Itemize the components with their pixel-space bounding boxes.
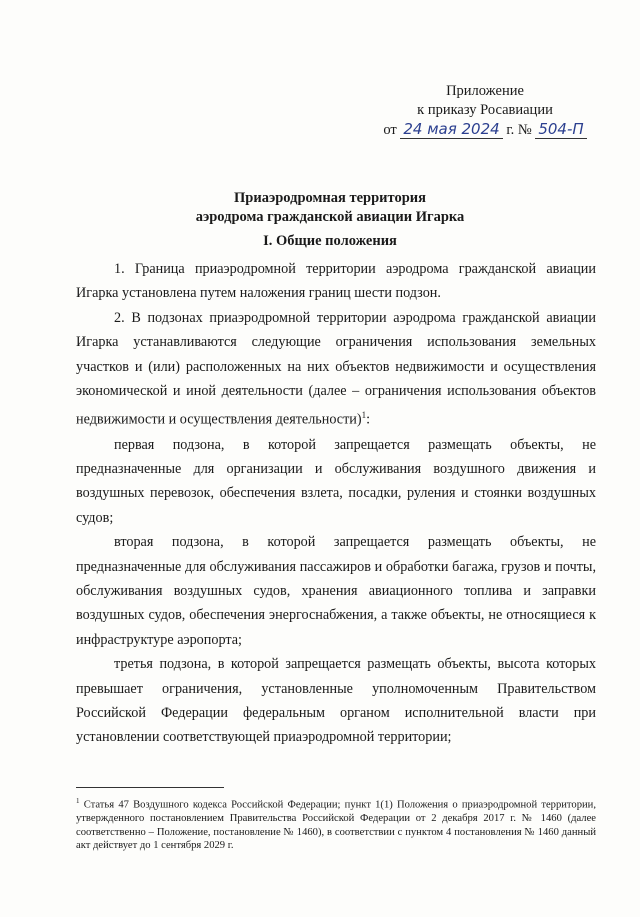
title-line-1: Приаэродромная территория [234, 190, 426, 206]
section-heading: I. Общие положения [263, 233, 397, 249]
footnote-text: Статья 47 Воздушного кодекса Российской Федерации; пункт 1(1) Положения о приаэродромной территории, утвержденного постановлением Правительства Российской Федерации от 2 декабря 2017 г. № 1460 (далее соответственно – Положение, постановление № 1460), в соответствии с пунктом 4 постановления № 1460 данный акт действует до 1 сентября 2029 г. [76, 799, 596, 852]
date-prefix: от [383, 122, 397, 138]
footnote [76, 795, 596, 853]
paragraph-1: 1. Граница приаэродромной территории аэродрома гражданской авиации Игарка установлена путем наложения границ шести подзон. [76, 261, 596, 302]
subzone-2-paragraph: вторая подзона, в которой запрещается размещать объекты, не предназначенные для обслуживания пассажиров и обработки багажа, грузов и почты, обслуживания воздушных судов, хранения авиационного топлива и заправки воздушных судов, обеспечения энергоснабжения, а также объекты, не относящиеся к инфраструктуре аэропорта; [76, 534, 596, 648]
subzone-1-paragraph: первая подзона, в которой запрещается размещать объекты, не предназначенные для организации и обслуживания воздушного движения и воздушных перевозок, обеспечения взлета, посадки, руления и стоянки воздушных судов; [76, 436, 596, 526]
appendix-label: Приложение [446, 83, 524, 99]
paragraph-2-text: 2. В подзонах приаэродромной территории аэродрома гражданской авиации Игарка устанавливаются следующие ограничения использования земельных участков и (или) расположенных на них объектов недвижимости и осуществления экономической и иной деятельности (далее – ограничения использования объектов недвижимости и осуществления деятельности) [76, 309, 596, 429]
order-date-number [380, 120, 590, 140]
appendix-header [380, 82, 590, 140]
document-title [60, 189, 600, 227]
subzone-3-paragraph: третья подзона, в которой запрещается размещать объекты, высота которых превышает ограничения, установленные уполномоченным Правительством Российской Федерации федеральным органом исполнительной власти при установлении соответствующей приаэродромной территории; [76, 656, 596, 746]
year-number-label: г. № [506, 122, 532, 138]
handwritten-order-number: 504-П [535, 120, 586, 139]
order-reference: к приказу Росавиации [417, 102, 553, 118]
paragraph-2 [76, 306, 596, 433]
document-body [76, 257, 596, 750]
footnote-marker: 1 [76, 797, 80, 805]
footnote-divider [76, 787, 224, 788]
footnote-ref[interactable]: 1 [361, 410, 367, 421]
handwritten-date: 24 мая 2024 [400, 120, 502, 139]
title-line-2: аэродрома гражданской авиации Игарка [195, 209, 465, 225]
paragraph-2-end: : [366, 412, 371, 429]
